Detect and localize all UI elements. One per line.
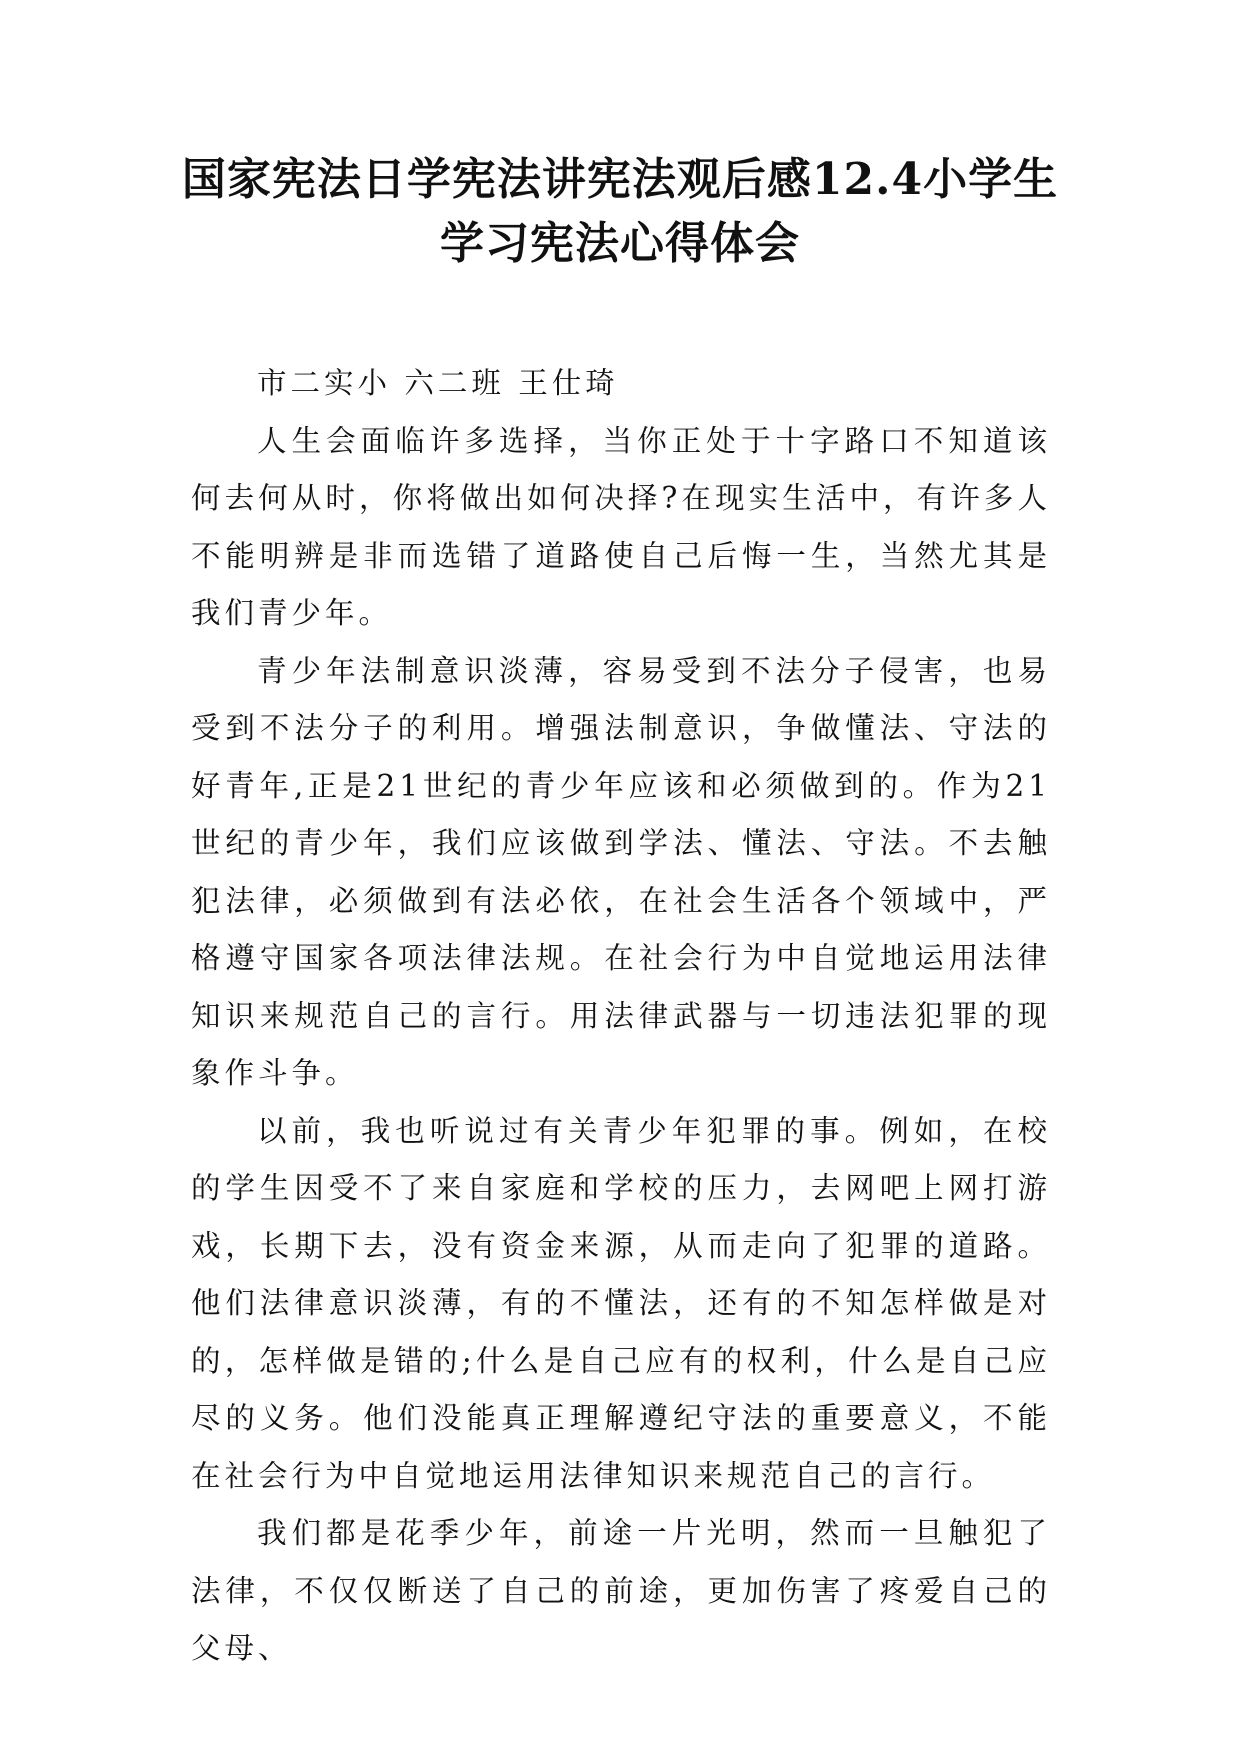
document-body: [191, 355, 1051, 1678]
paragraph-3: 以前，我也听说过有关青少年犯罪的事。例如，在校的学生因受不了来自家庭和学校的压力，去网吧上网打游戏，长期下去，没有资金来源，从而走向了犯罪的道路。他们法律意识淡薄，有的不懂法，还有的不知怎样做是对的，怎样做是错的;什么是自己应有的权利，什么是自己应尽的义务。他们没能真正理解遵纪守法的重要意义，不能在社会行为中自觉地运用法律知识来规范自己的言行。: [191, 1113, 1051, 1493]
author-byline: 市二实小 六二班 王仕琦: [257, 366, 619, 400]
document-title: 国家宪法日学宪法讲宪法观后感12.4小学生学习宪法心得体会: [181, 154, 1059, 269]
paragraph-2: 青少年法制意识淡薄，容易受到不法分子侵害，也易受到不法分子的利用。增强法制意识，争做懂法、守法的好青年,正是21世纪的青少年应该和必须做到的。作为21世纪的青少年，我们应该做到学法、懂法、守法。不去触犯法律，必须做到有法必依，在社会生活各个领域中，严格遵守国家各项法律法规。在社会行为中自觉地运用法律知识来规范自己的言行。用法律武器与一切违法犯罪的现象作斗争。: [191, 653, 1051, 1090]
paragraph-4: 我们都是花季少年，前途一片光明，然而一旦触犯了法律，不仅仅断送了自己的前途，更加伤害了疼爱自己的父母、: [191, 1516, 1051, 1665]
paragraph-1: 人生会面临许多选择，当你正处于十字路口不知道该何去何从时，你将做出如何决择?在现实生活中，有许多人不能明辨是非而选错了道路使自己后悔一生，当然尤其是我们青少年。: [191, 423, 1051, 630]
